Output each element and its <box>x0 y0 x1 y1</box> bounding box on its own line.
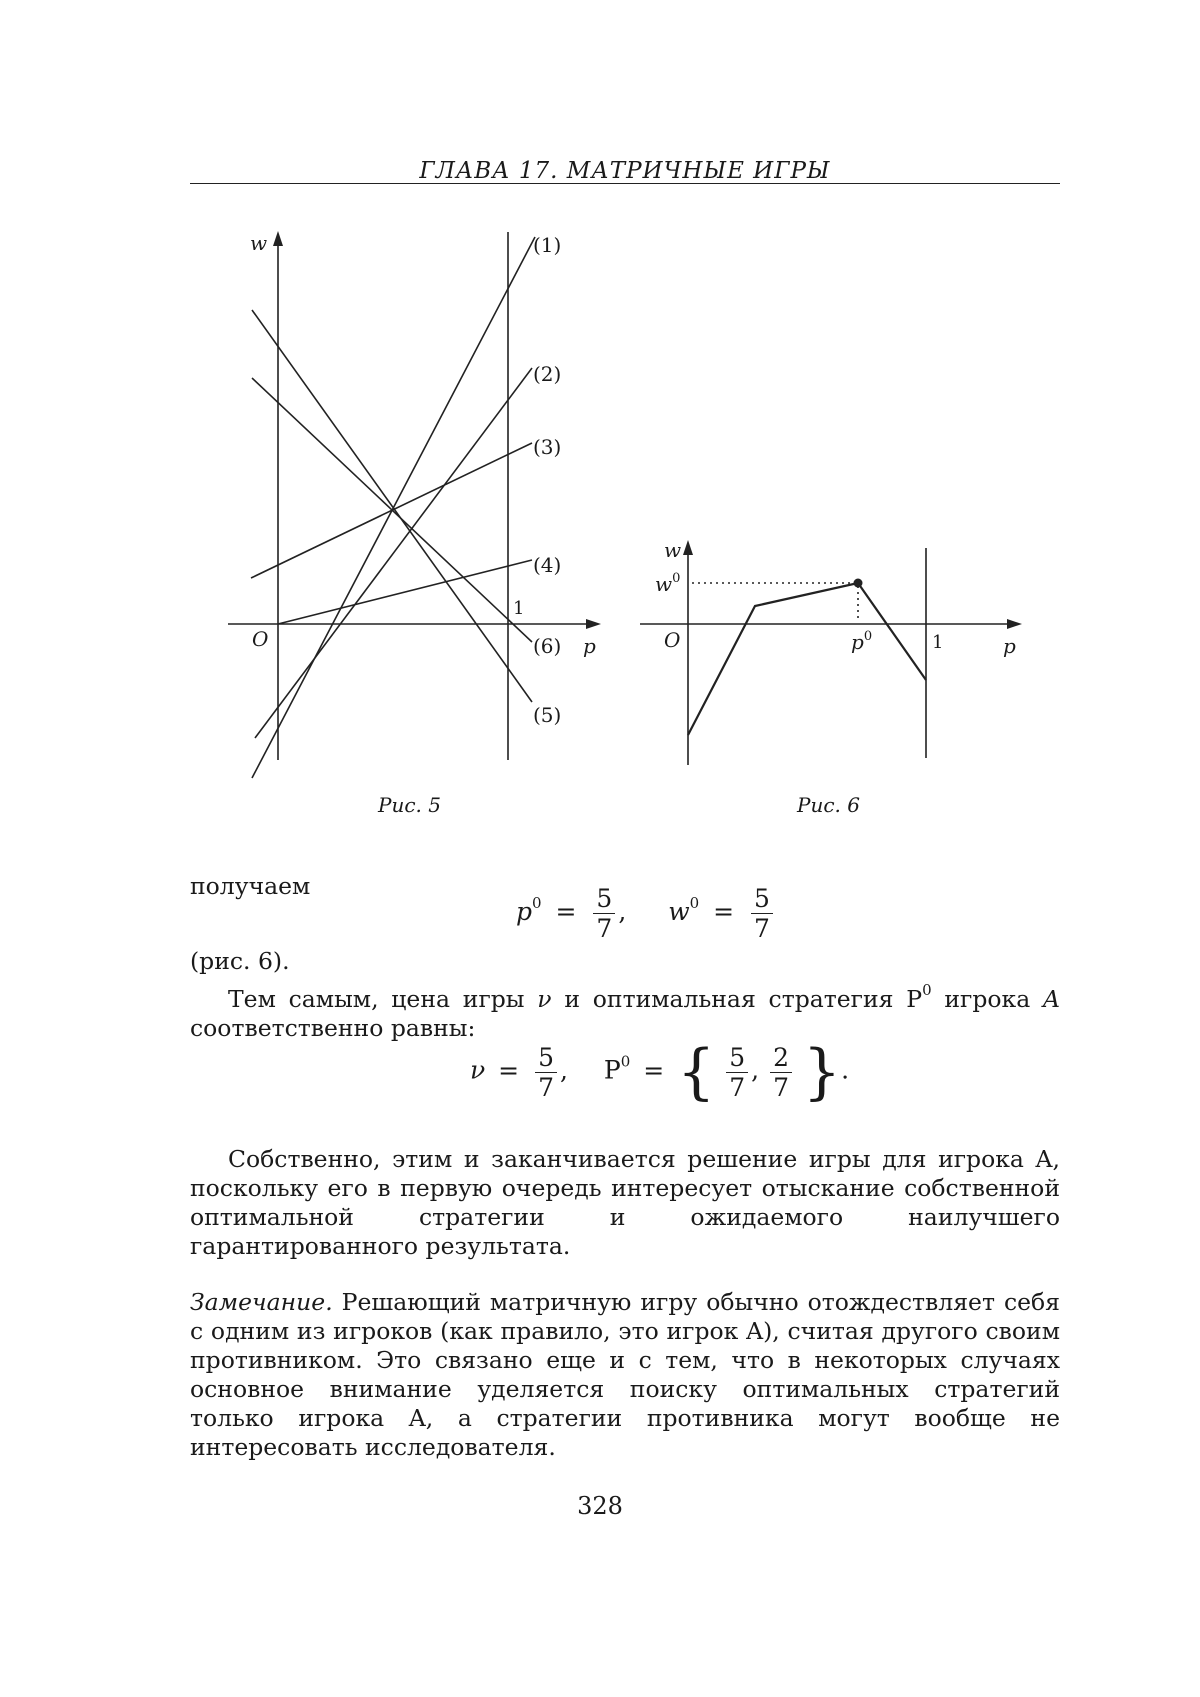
value-formula: ν = $\frac{5}{7}$ , $P^0$ = { $\frac{5}{7}$ , $\frac{2}{7}$ }. <box>470 1037 850 1107</box>
fig5-x-label: p <box>583 634 596 658</box>
figure-6 <box>0 0 1200 820</box>
fig5-label-5: (5) <box>533 703 562 727</box>
fig5-label-4: (4) <box>533 553 562 577</box>
paragraph-2: Собственно, этим и заканчивается решение игры для игрока A, поскольку его в первую очередь интересует отыскание собственной оптимальной стратегии и ожидаемого наилучшего гарантированного результата. <box>190 1145 1060 1260</box>
fig6-caption: Рис. 6 <box>797 793 860 817</box>
remark-paragraph: Замечание. Решающий матричную игру обычно отождествляет себя с одним из игроков (как правило, это игрок A), считая другого своим противником. Это связано еще и с тем, что в некоторых случаях основное внимание уделяется поиску оптимальных стратегий только игрока A, а стратегии противника могут вообще не интересовать исследователя. <box>190 1288 1060 1461</box>
fig6-y-label: w <box>664 538 682 562</box>
fig5-caption: Рис. 5 <box>378 793 441 817</box>
fig5-origin-label: O <box>252 627 269 651</box>
fig5-label-2: (2) <box>533 362 562 386</box>
fig5-tick-one: 1 <box>513 598 525 619</box>
page-number: 328 <box>577 1492 623 1520</box>
fig6-lower-envelope <box>688 583 926 735</box>
fig6-w0-label: $w^0$ <box>655 571 681 596</box>
obtain-word: получаем <box>190 872 311 900</box>
fig6-x-label: p <box>1003 634 1016 658</box>
paragraph-1: Тем самым, цена игры ν и оптимальная стратегия $P^0$ игрока A соответственно равны: <box>190 981 1061 1042</box>
fig5-label-3: (3) <box>533 435 562 459</box>
remark-label: Замечание. <box>190 1288 333 1316</box>
fig6-y-arrow-icon <box>683 540 693 555</box>
fig6-tick-one: 1 <box>932 632 944 653</box>
fig6-x-arrow-icon <box>1007 619 1022 629</box>
fig5-y-label: w <box>250 231 268 255</box>
fig5-label-6: (6) <box>533 634 562 658</box>
fig6-p0-label: $p^0$ <box>851 629 873 654</box>
fig6-origin-label: O <box>664 628 681 652</box>
figure-reference: (рис. 6). <box>190 947 290 975</box>
fig5-label-1: (1) <box>533 233 562 257</box>
result-formula: $p^0$ = $\frac{5}{7}$ , $w^0$ = $\frac{5}{7}$ <box>516 884 776 943</box>
running-title: ГЛАВА 17. МАТРИЧНЫЕ ИГРЫ <box>419 158 831 184</box>
fig6-optimum-point <box>854 579 863 588</box>
